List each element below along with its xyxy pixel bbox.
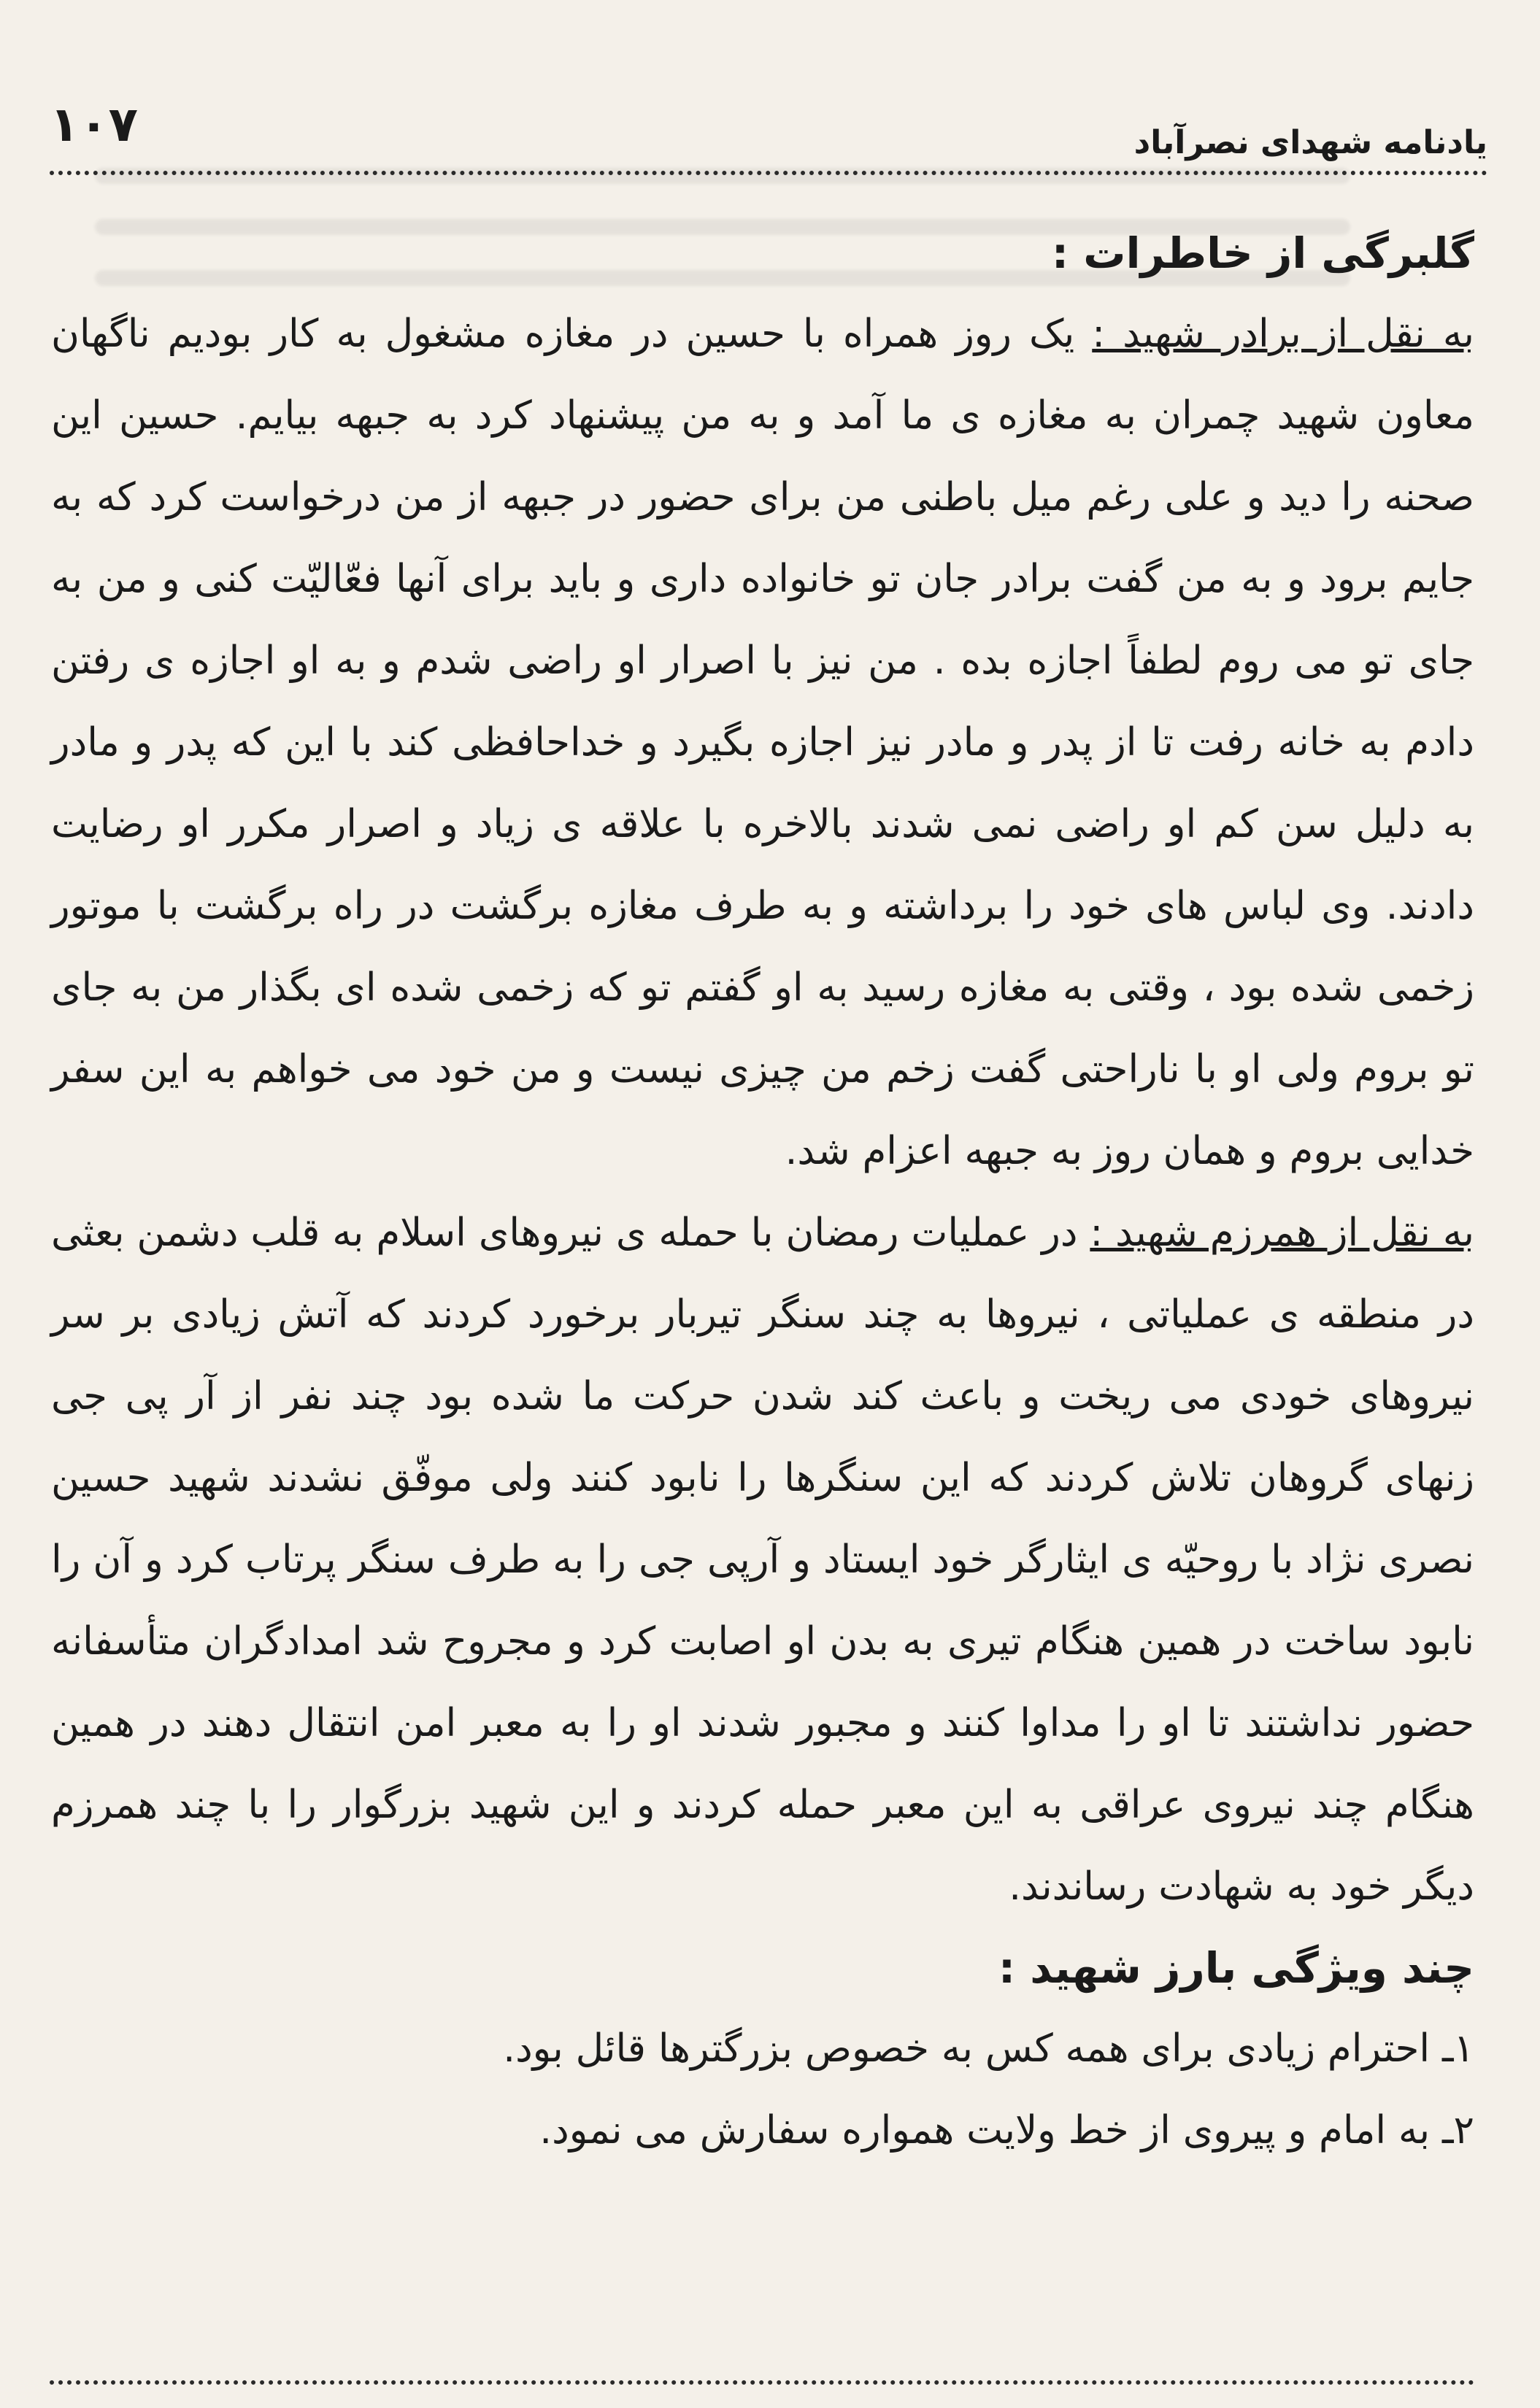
footer-dotted-rule bbox=[50, 2380, 1474, 2385]
running-title: یادنامه شهدای نصرآباد bbox=[1133, 124, 1487, 161]
header-dotted-rule bbox=[50, 171, 1487, 175]
story-2-lead: به نقل از همرزم شهید : bbox=[1090, 1211, 1474, 1255]
traits-list bbox=[51, 2008, 1474, 2172]
story-paragraph-1 bbox=[51, 293, 1474, 1192]
story-1-lead: به نقل از برادر شهید : bbox=[1092, 312, 1474, 356]
page-number: ۱۰۷ bbox=[50, 96, 138, 153]
memories-heading: گلبرگی از خاطرات : bbox=[1051, 228, 1474, 278]
story-2-text: در عملیات رمضان با حمله ی نیروهای اسلام به قلب دشمن بعثی در منطقه ی عملیاتی ، نیروها به چند سنگر تیربار برخورد کردند که آتش زیادی بر سر نیروهای خودی می ریخت و باعث کند شدن حرکت ما شده بود چند نفر از آر پی جی زنهای گروهان تلاش کردند که این سنگرها را نابود کنند ولی موفّق نشدند شهید حسین نصری نژاد با روحیّه ی ایثارگر خود ایستاد و آرپی جی را به طرف سنگر پرتاب کرد و آن را نابود ساخت در همین هنگام تیری به بدن او اصابت کرد و مجروح شد امدادگران متأسفانه حضور نداشتند تا او را مداوا کنند و مجبور شدند او را به معبر امن انتقال دهند در همین هنگام چند نیروی عراقی به این معبر حمله کردند و این شهید بزرگوار را با چند همرزم دیگر خود به شهادت رساندند. bbox=[51, 1211, 1474, 1909]
page-header bbox=[50, 89, 1487, 162]
page-body bbox=[51, 213, 1474, 2172]
traits-heading: چند ویژگی بارز شهید : bbox=[998, 1943, 1474, 1993]
story-paragraph-2 bbox=[51, 1192, 1474, 1928]
trait-item-1: ۱ـ احترام زیادی برای همه کس به خصوص بزرگترها قائل بود. bbox=[503, 2026, 1474, 2071]
trait-item-2: ۲ـ به امام و پیروی از خط ولایت همواره سفارش می نمود. bbox=[539, 2108, 1474, 2153]
story-1-text: یک روز همراه با حسین در مغازه مشغول به کار بودیم ناگهان معاون شهید چمران به مغازه ی ما آمد و به من پیشنهاد کرد به جبهه بیایم. حسین این صحنه را دید و علی رغم میل باطنی من برای حضور در جبهه از من درخواست کرد که به جایم برود و به من گفت برادر جان تو خانواده داری و باید برای آنها فعّالیّت کنی و من به جای تو می روم لطفاً اجازه بده . من نیز با اصرار او راضی شدم و به او اجازه ی رفتن دادم به خانه رفت تا از پدر و مادر نیز اجازه بگیرد و خداحافظی کند با این که پدر و مادر به دلیل سن کم او راضی نمی شدند بالاخره با علاقه ی زیاد و اصرار مکرر او رضایت دادند. وی لباس های خود را برداشته و به طرف مغازه برگشت در راه برگشت با موتور زخمی شده بود ، وقتی به مغازه رسید به او گفتم تو که زخمی شده ای بگذار من به جای تو بروم ولی او با ناراحتی گفت زخم من چیزی نیست و من خود می خواهم به این سفر خدایی بروم و همان روز به جبهه اعزام شد. bbox=[51, 312, 1474, 1173]
